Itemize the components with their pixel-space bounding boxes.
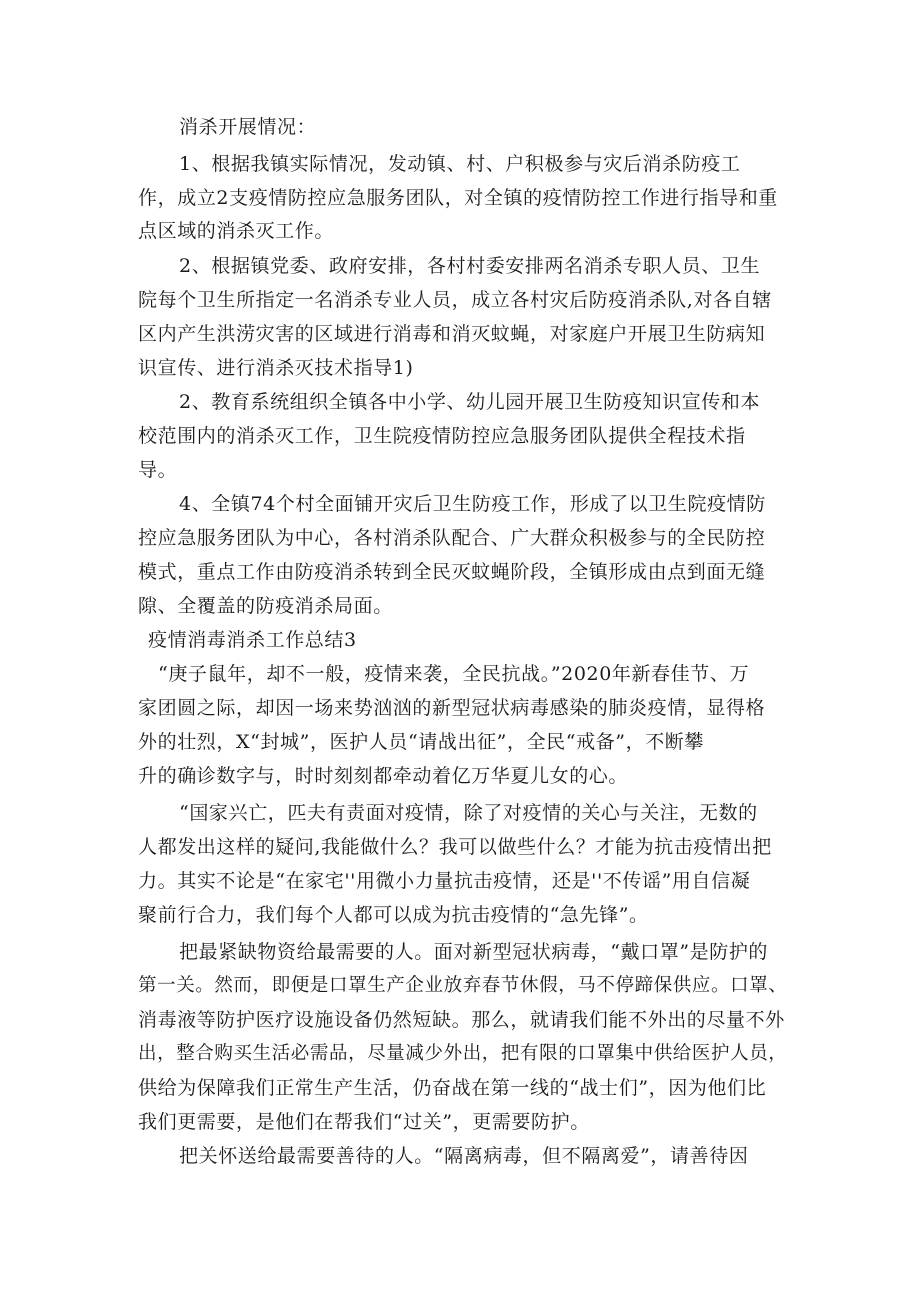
paragraph-line: 4、全镇74个村全面铺开灾后卫生防疫工作，形成了以卫生院疫情防 — [179, 493, 766, 515]
paragraph-line: 把最紧缺物资给最需要的人。面对新型冠状病毒，“戴口罩”是防护的 — [179, 941, 769, 963]
paragraph-line: 消毒液等防护医疗设施设备仍然短缺。那么，就请我们能不外出的尽量不外 — [138, 1009, 785, 1031]
paragraph-line: 模式，重点工作由防疫消杀转到全民灭蚊蝇阶段，全镇形成由点到面无缝 — [138, 561, 766, 583]
paragraph-line: 校范围内的消杀灭工作，卫生院疫情防控应急服务团队提供全程技术指 — [138, 425, 746, 447]
paragraph-line: 家团圆之际，却因一场来势汹汹的新型冠状病毒感染的肺炎疫情，显得格 — [138, 697, 766, 719]
paragraph-line: 区内产生洪涝灾害的区域进行消毒和消灭蚊蝇，对家庭户开展卫生防病知 — [138, 323, 766, 345]
paragraph-line: 控应急服务团队为中心，各村消杀队配合、广大群众积极参与的全民防控 — [138, 527, 766, 549]
paragraph-line: 把关怀送给最需要善待的人。“隔离病毒，但不隔离爱”，请善待因 — [179, 1145, 749, 1167]
paragraph-line: 2、教育系统组织全镇各中小学、幼儿园开展卫生防疫知识宣传和本 — [179, 391, 761, 413]
paragraph-line: 第一关。然而，即便是口罩生产企业放弃春节休假，马不停蹄保供应。口罩、 — [138, 975, 788, 996]
paragraph-line: 点区域的消杀灭工作。 — [138, 220, 335, 242]
paragraph-line: 外的壮烈，X“封城”，医护人员“请战出征”，全民“戒备”，不断攀 — [138, 731, 705, 753]
paragraph-line: 供给为保障我们正常生产生活，仍奋战在第一线的“战士们”，因为他们比 — [138, 1077, 767, 1099]
paragraph-line: 作，成立2支疫情防控应急服务团队，对全镇的疫情防控工作进行指导和重 — [138, 187, 778, 209]
paragraph-line: “国家兴亡，匹夫有责面对疫情，除了对疫情的关心与关注，无数的 — [179, 802, 758, 824]
paragraph-line: 升的确诊数字与，时时刻刻都牵动着亿万华夏儿女的心。 — [138, 765, 629, 787]
paragraph-line: 导。 — [138, 459, 178, 481]
paragraph-line: 院每个卫生所指定一名消杀专业人员，成立各村灾后防疫消杀队,对各自辖 — [138, 289, 772, 311]
paragraph-line: 力。其实不论是“在家宅''用微小力量抗击疫情，还是''不传谣”用自信凝 — [138, 870, 751, 892]
paragraph-line: 聚前行合力，我们每个人都可以成为抗击疫情的“急先锋”。 — [138, 904, 649, 926]
paragraph-line: 我们更需要，是他们在帮我们“过关”，更需要防护。 — [138, 1111, 590, 1133]
paragraph-line: “庚子鼠年，却不一般，疫情来袭，全民抗战。”2020年新春佳节、万 — [158, 663, 750, 685]
section-title: 疫情消毒消杀工作总结3 — [148, 629, 357, 651]
paragraph-line: 隙、全覆盖的防疫消杀局面。 — [138, 595, 393, 617]
paragraph-line: 出，整合购买生活必需品，尽量减少外出，把有限的口罩集中供给医护人员， — [138, 1043, 788, 1064]
paragraph-line: 2、根据镇党委、政府安排，各村村委安排两名消杀专职人员、卫生 — [179, 255, 761, 277]
section-heading: 消杀开展情况： — [179, 116, 317, 138]
paragraph-line: 识宣传、进行消杀灭技术指导1) — [138, 357, 414, 379]
paragraph-line: 人都发出这样的疑问,我能做什么？我可以做些什么？才能为抗击疫情出把 — [138, 836, 772, 858]
paragraph-line: 1、根据我镇实际情况，发动镇、村、户积极参与灾后消杀防疫工 — [179, 153, 741, 175]
